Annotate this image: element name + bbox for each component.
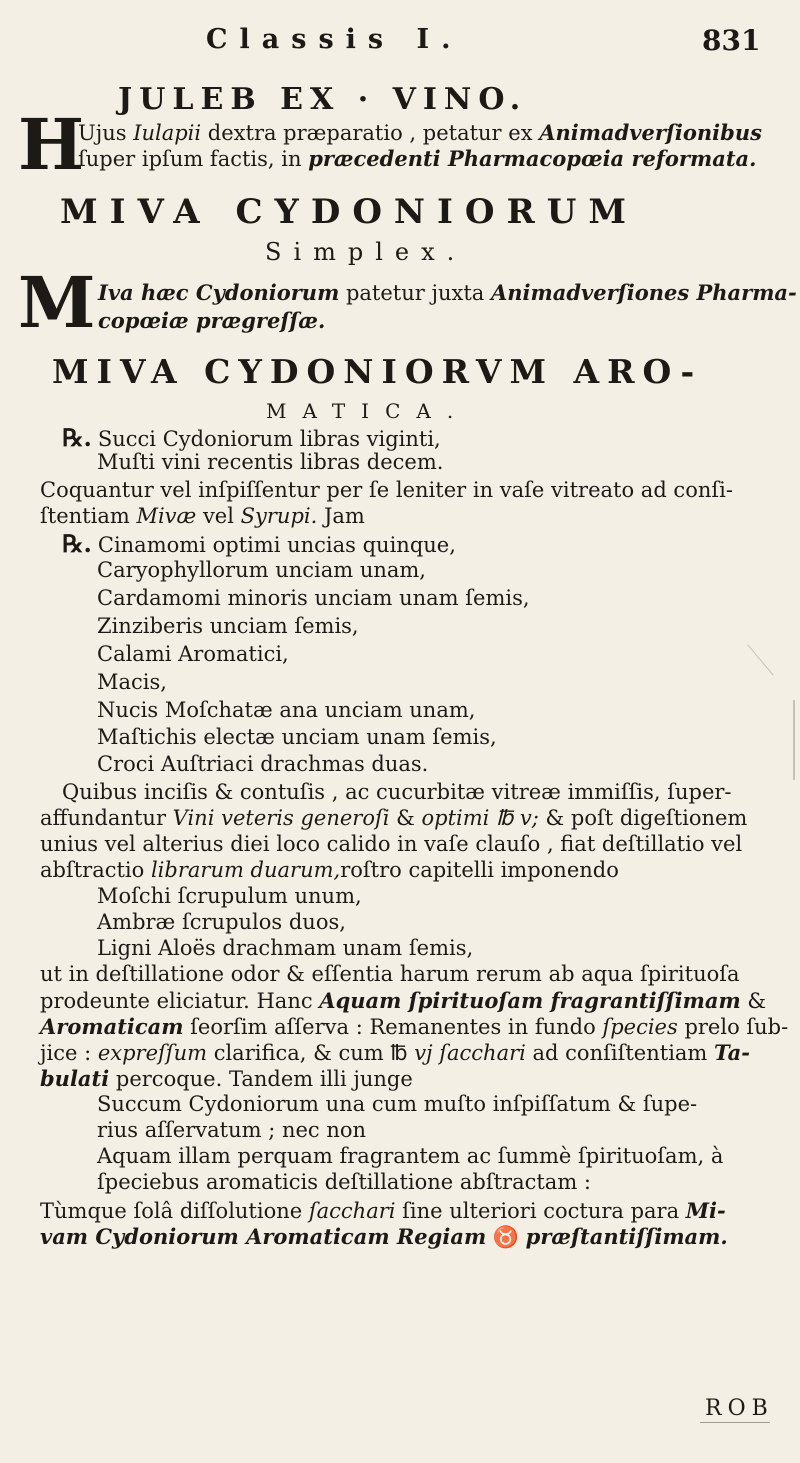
text-run: ad conſiſtentiam	[525, 1041, 715, 1065]
text-run: ſeorſim aſſerva : Remanentes in fundo	[183, 1015, 603, 1039]
juleb-line-1	[78, 122, 762, 144]
section-title-juleb: JULEB EX · VINO.	[118, 82, 528, 117]
para3-line-4	[40, 1042, 750, 1064]
page-edge-mark	[793, 700, 795, 780]
text-run: affundantur	[40, 806, 173, 830]
para1-line-2	[40, 506, 365, 527]
para4-line-3	[97, 1146, 723, 1167]
text-run: ſine ulteriori coctura para	[395, 1199, 686, 1223]
page-edge-mark	[747, 644, 773, 675]
text-run: Quibus inciſis & contuſis , ac cucurbitæ vitreæ immiſſis, ſuper-	[62, 780, 732, 804]
para2-line-3	[40, 834, 742, 855]
section-subtitle-matica: MATICA.	[266, 399, 470, 423]
text-run: copœiæ prægreſſæ.	[98, 308, 326, 333]
para4-line-4	[97, 1172, 591, 1193]
para2-line-1	[62, 782, 732, 803]
para3-line-3	[40, 1016, 788, 1038]
text-run: vel	[196, 504, 241, 528]
text-run: bulati	[40, 1066, 110, 1091]
text-run: clarifica, & cum ℔	[207, 1041, 415, 1065]
text-run: Animadverſionibus	[539, 120, 762, 145]
text-run: Mi-	[685, 1198, 726, 1223]
recipe2-line-8: Maſtichis electæ unciam unam ſemis,	[97, 725, 497, 749]
juleb-line-2	[78, 148, 756, 170]
text-run: dextra præparatio , petatur ex	[201, 121, 540, 145]
text-run: Iulapii	[133, 121, 202, 145]
text-run: Animadverſiones Pharma-	[491, 280, 797, 305]
catchword: ROB	[705, 1396, 774, 1421]
para4-line-2	[97, 1120, 366, 1141]
text-run: Mivæ	[136, 504, 197, 528]
recipe-symbol: ℞.	[62, 529, 92, 558]
text-run: Aromaticam	[40, 1014, 184, 1039]
running-head-class: Classis I.	[206, 24, 463, 55]
recipe3-line-2: Ambræ ſcrupulos duos,	[97, 910, 346, 934]
text-run: præcedenti Pharmacopœia reformata.	[308, 146, 757, 171]
recipe2-line-1: ℞. Cinamomi optimi uncias quinque,	[62, 529, 456, 558]
text-run: percoque. Tandem illi junge	[109, 1067, 413, 1091]
text-run: Ta-	[714, 1040, 750, 1065]
recipe3-line-1: Moſchi ſcrupulum unum,	[97, 884, 362, 908]
text-run: unius vel alterius diei loco calido in vaſe clauſo , fiat deſtillatio vel	[40, 832, 743, 856]
recipe-symbol: ℞.	[62, 423, 92, 452]
recipe1-line-1: ℞. Succi Cydoniorum libras viginti,	[62, 423, 441, 452]
text-run: ſpeciebus aromaticis deſtillatione abſtractam :	[97, 1170, 591, 1194]
miva-simplex-line-2	[98, 310, 325, 332]
text-run: & poſt digeſtionem	[538, 806, 748, 830]
text-run: Syrupi.	[240, 504, 318, 528]
text-run: ſacchari	[308, 1199, 396, 1223]
text-run: abſtractio	[40, 858, 151, 882]
para2-line-2	[40, 808, 747, 829]
text-run: vj ſacchari	[414, 1041, 526, 1065]
para3-line-1	[40, 964, 740, 985]
section-subtitle-simplex: Simplex.	[265, 238, 467, 266]
text-run: prelo ſub-	[677, 1015, 789, 1039]
para2-line-4	[40, 860, 619, 881]
text-run: vam Cydoniorum Aromaticam Regiam	[40, 1224, 487, 1249]
recipe2-line-4: Zinziberis unciam ſemis,	[97, 614, 359, 638]
text-run: ſtentiam	[40, 504, 137, 528]
text-run: Aquam illam perquam fragrantem ac ſummè ſpirituoſam, à	[97, 1144, 724, 1168]
text-run: præſtantiſſimam.	[525, 1224, 728, 1249]
text-run: Tùmque ſolâ diſſolutione	[40, 1199, 309, 1223]
para4-line-1	[97, 1094, 697, 1115]
text-run: Ujus	[78, 121, 134, 145]
section-title-miva-aromatica: MIVA CYDONIORVM ARO-	[52, 352, 703, 391]
text-run: optimi ℔ v;	[421, 806, 539, 830]
text-run: Coquantur vel inſpiſſentur per ſe leniter in vaſe vitreato ad conſi-	[40, 478, 733, 502]
para3-line-2	[40, 990, 766, 1012]
text-run: patetur juxta	[339, 281, 491, 305]
text-run: roſtro capitelli imponendo	[340, 858, 619, 882]
text-run: librarum duarum,	[150, 858, 341, 882]
text-run: &	[740, 989, 767, 1013]
text-run: prodeunte eliciatur. Hanc	[40, 989, 320, 1013]
recipe2-line-5: Calami Aromatici,	[97, 642, 289, 666]
recipe2-line-6: Macis,	[97, 670, 167, 694]
recipe2-line-9: Croci Auſtriaci drachmas duas.	[97, 752, 429, 776]
section-title-miva-simplex: MIVA CYDONIORUM	[60, 192, 639, 232]
para5-line-1	[40, 1200, 726, 1222]
dropcap-h: H	[18, 103, 85, 186]
page-number: 831	[702, 24, 761, 57]
text-run: ſuper ipſum factis, in	[78, 147, 309, 171]
catchword-rule	[700, 1422, 770, 1423]
text-run: Jam	[317, 504, 365, 528]
recipe3-line-3: Ligni Aloës drachmam unam ſemis,	[97, 936, 474, 960]
dropcap-m: M	[18, 261, 96, 344]
recipe2-line-3: Cardamomi minoris unciam unam ſemis,	[97, 586, 530, 610]
text-run: ut in deſtillatione odor & eſſentia harum rerum ab aqua ſpirituoſa	[40, 962, 740, 986]
miva-simplex-line-1	[98, 282, 797, 304]
para5-line-2	[40, 1226, 728, 1248]
text-run: expreſſum	[97, 1041, 208, 1065]
para1-line-1	[40, 480, 733, 501]
recipe2-line-7: Nucis Moſchatæ ana unciam unam,	[97, 698, 476, 722]
text-run: Aquam ſpirituoſam fragrantiſſimam	[319, 988, 741, 1013]
recipe2-line-2: Caryophyllorum unciam unam,	[97, 558, 426, 582]
para3-line-5	[40, 1068, 413, 1090]
recipe1-line-2: Muſti vini recentis libras decem.	[97, 450, 444, 474]
text-run: Vini veteris generoſi	[172, 806, 390, 830]
text-run: ♉	[486, 1225, 526, 1249]
text-run: jice :	[40, 1041, 98, 1065]
text-run: Iva hæc Cydoniorum	[98, 280, 340, 305]
text-run: Succum Cydoniorum una cum muſto inſpiſſatum & ſupe-	[97, 1092, 698, 1116]
text-run: &	[389, 806, 422, 830]
text-run: ſpecies	[602, 1015, 678, 1039]
text-run: rius aſſervatum ; nec non	[97, 1118, 367, 1142]
